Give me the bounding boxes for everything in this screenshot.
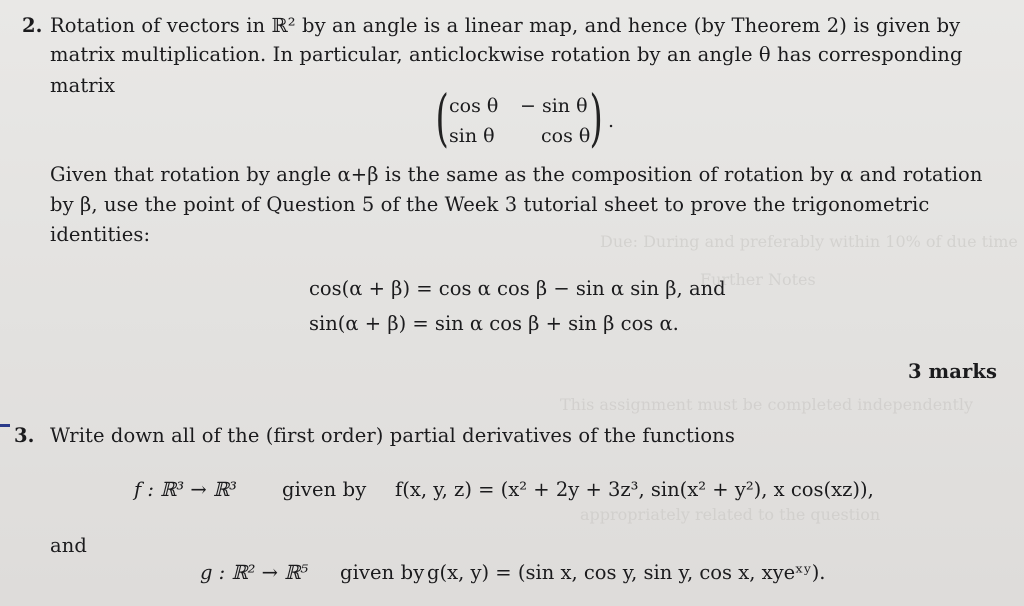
identity-cos-sum: cos(α + β) = cos α cos β − sin α sin β, and (309, 277, 726, 300)
function-f-definition: f(x, y, z) = (x² + 2y + 3z³, sin(x² + y²), x cos(xz)), (395, 478, 874, 501)
question-2-marks: 3 marks (908, 360, 998, 383)
bleed-through-text: appropriately related to the question (580, 505, 881, 524)
bleed-through-text: This assignment must be completed independently (560, 395, 974, 414)
matrix-entry-22: cos θ (541, 125, 591, 147)
matrix-entry-21: sin θ (449, 125, 495, 147)
bleed-through-text: Further Notes (700, 270, 816, 289)
question-3-text-line-1: Write down all of the (first order) partial derivatives of the functions (50, 424, 735, 447)
question-2-text-line-3: matrix (50, 74, 116, 97)
and-connector: and (50, 534, 87, 557)
matrix-left-paren: ( (435, 81, 449, 154)
identity-sin-sum: sin(α + β) = sin α cos β + sin β cos α. (309, 312, 679, 335)
question-2-text-line-1: Rotation of vectors in ℝ² by an angle is a linear map, and hence (by Theorem 2) is given by (50, 14, 961, 37)
margin-mark (0, 424, 10, 427)
bleed-through-text: Due: During and preferably within 10% of due time (600, 232, 1018, 251)
function-g-map: g : ℝ² → ℝ⁵ (200, 561, 309, 584)
matrix-right-paren: ) (589, 81, 603, 154)
function-g-given-by: given by (340, 561, 425, 584)
matrix-trailing-period: . (608, 110, 615, 132)
function-f-given-by: given by (282, 478, 367, 501)
question-3-number: 3. (14, 424, 35, 447)
matrix-entry-11: cos θ (449, 95, 499, 117)
matrix-entry-12: − sin θ (520, 95, 588, 117)
question-2-text-line-2: matrix multiplication. In particular, anticlockwise rotation by an angle θ has corresponding (50, 43, 963, 66)
function-g-definition: g(x, y) = (sin x, cos y, sin y, cos x, xyeˣʸ). (427, 561, 826, 584)
question-2-paragraph-2-line-1: Given that rotation by angle α+β is the same as the composition of rotation by α and rotation (50, 163, 983, 186)
question-2-number: 2. (22, 14, 43, 37)
function-f-map: f : ℝ³ → ℝ³ (134, 478, 237, 501)
question-2-paragraph-2-line-3: identities: (50, 223, 151, 246)
question-2-paragraph-2-line-2: by β, use the point of Question 5 of the Week 3 tutorial sheet to prove the trigonometric (50, 193, 930, 216)
